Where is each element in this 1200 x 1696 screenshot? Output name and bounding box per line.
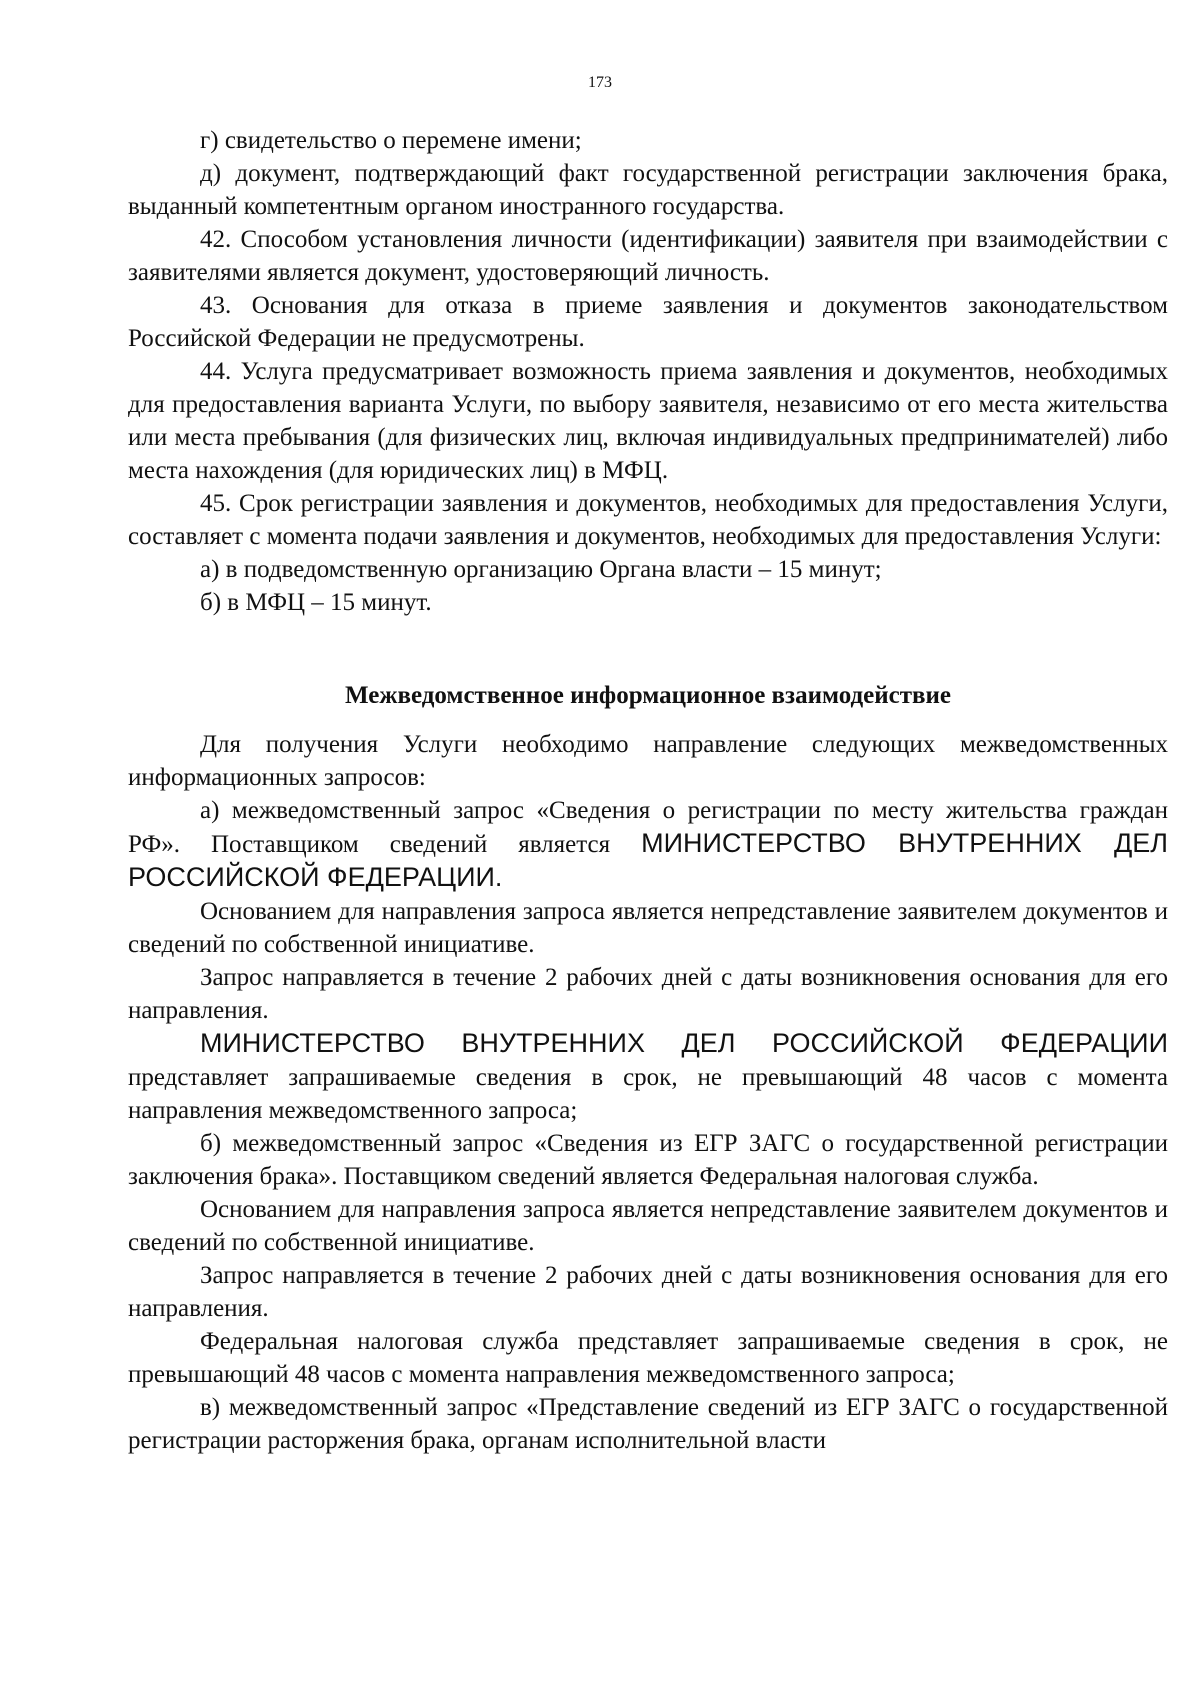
request-a-deadline: Запрос направляется в течение 2 рабочих дней с даты возникновения основания для его направления.: [128, 964, 1168, 1024]
request-b-deadline: Запрос направляется в течение 2 рабочих дней с даты возникновения основания для его направления.: [128, 1262, 1168, 1322]
request-b-basis: Основанием для направления запроса является непредставление заявителем документов и сведений по собственной инициативе.: [128, 1196, 1168, 1256]
request-a: [128, 794, 1168, 895]
request-c: в) межведомственный запрос «Представление сведений из ЕГР ЗАГС о государственной регистрации расторжения брака, органам исполнительной власти: [128, 1394, 1168, 1454]
request-a-response-provider: МИНИСТЕРСТВО ВНУТРЕННИХ ДЕЛ РОССИЙСКОЙ ФЕДЕРАЦИИ: [200, 1028, 1168, 1058]
clause-45-item-a: а) в подведомственную организацию Органа власти – 15 минут;: [200, 556, 882, 583]
document-body: [128, 124, 1168, 1457]
request-a-response: [128, 1027, 1168, 1127]
interagency-intro: Для получения Услуги необходимо направление следующих межведомственных информационных запросов:: [128, 731, 1168, 791]
clause-45: 45. Срок регистрации заявления и документов, необходимых для предоставления Услуги, составляет с момента подачи заявления и документов, необходимых для предоставления Услуги:: [128, 490, 1168, 550]
item-g-name-change: г) свидетельство о перемене имени;: [200, 127, 582, 154]
request-a-provider: МИНИСТЕРСТВО ВНУТРЕННИХ ДЕЛ РОССИЙСКОЙ ФЕДЕРАЦИИ.: [128, 828, 1168, 892]
request-a-text: а) межведомственный запрос «Сведения о регистрации по месту жительства граждан РФ». Поставщиком сведений является: [128, 797, 1168, 858]
request-a-response-text: представляет запрашиваемые сведения в срок, не превышающий 48 часов с момента направления межведомственного запроса;: [128, 1064, 1168, 1124]
request-a-basis: Основанием для направления запроса является непредставление заявителем документов и сведений по собственной инициативе.: [128, 898, 1168, 958]
clause-44: 44. Услуга предусматривает возможность приема заявления и документов, необходимых для предоставления варианта Услуги, по выбору заявителя, независимо от его места жительства или места пребывания (для физических лиц, включая индивидуальных предпринимателей) либо места нахождения (для юридических лиц) в МФЦ.: [128, 358, 1168, 484]
clause-45-item-b: б) в МФЦ – 15 минут.: [200, 589, 432, 616]
page-number: 173: [588, 74, 612, 91]
request-b-response: Федеральная налоговая служба представляет запрашиваемые сведения в срок, не превышающий 48 часов с момента направления межведомственного запроса;: [128, 1328, 1168, 1388]
request-b: б) межведомственный запрос «Сведения из ЕГР ЗАГС о государственной регистрации заключения брака». Поставщиком сведений является Федеральная налоговая служба.: [128, 1130, 1168, 1190]
item-d-marriage-document: д) документ, подтверждающий факт государственной регистрации заключения брака, выданный компетентным органом иностранного государства.: [128, 160, 1168, 220]
section-heading: Межведомственное информационное взаимодействие: [345, 682, 951, 709]
clause-43: 43. Основания для отказа в приеме заявления и документов законодательством Российской Федерации не предусмотрены.: [128, 292, 1168, 352]
clause-42: 42. Способом установления личности (идентификации) заявителя при взаимодействии с заявителями является документ, удостоверяющий личность.: [128, 226, 1168, 286]
